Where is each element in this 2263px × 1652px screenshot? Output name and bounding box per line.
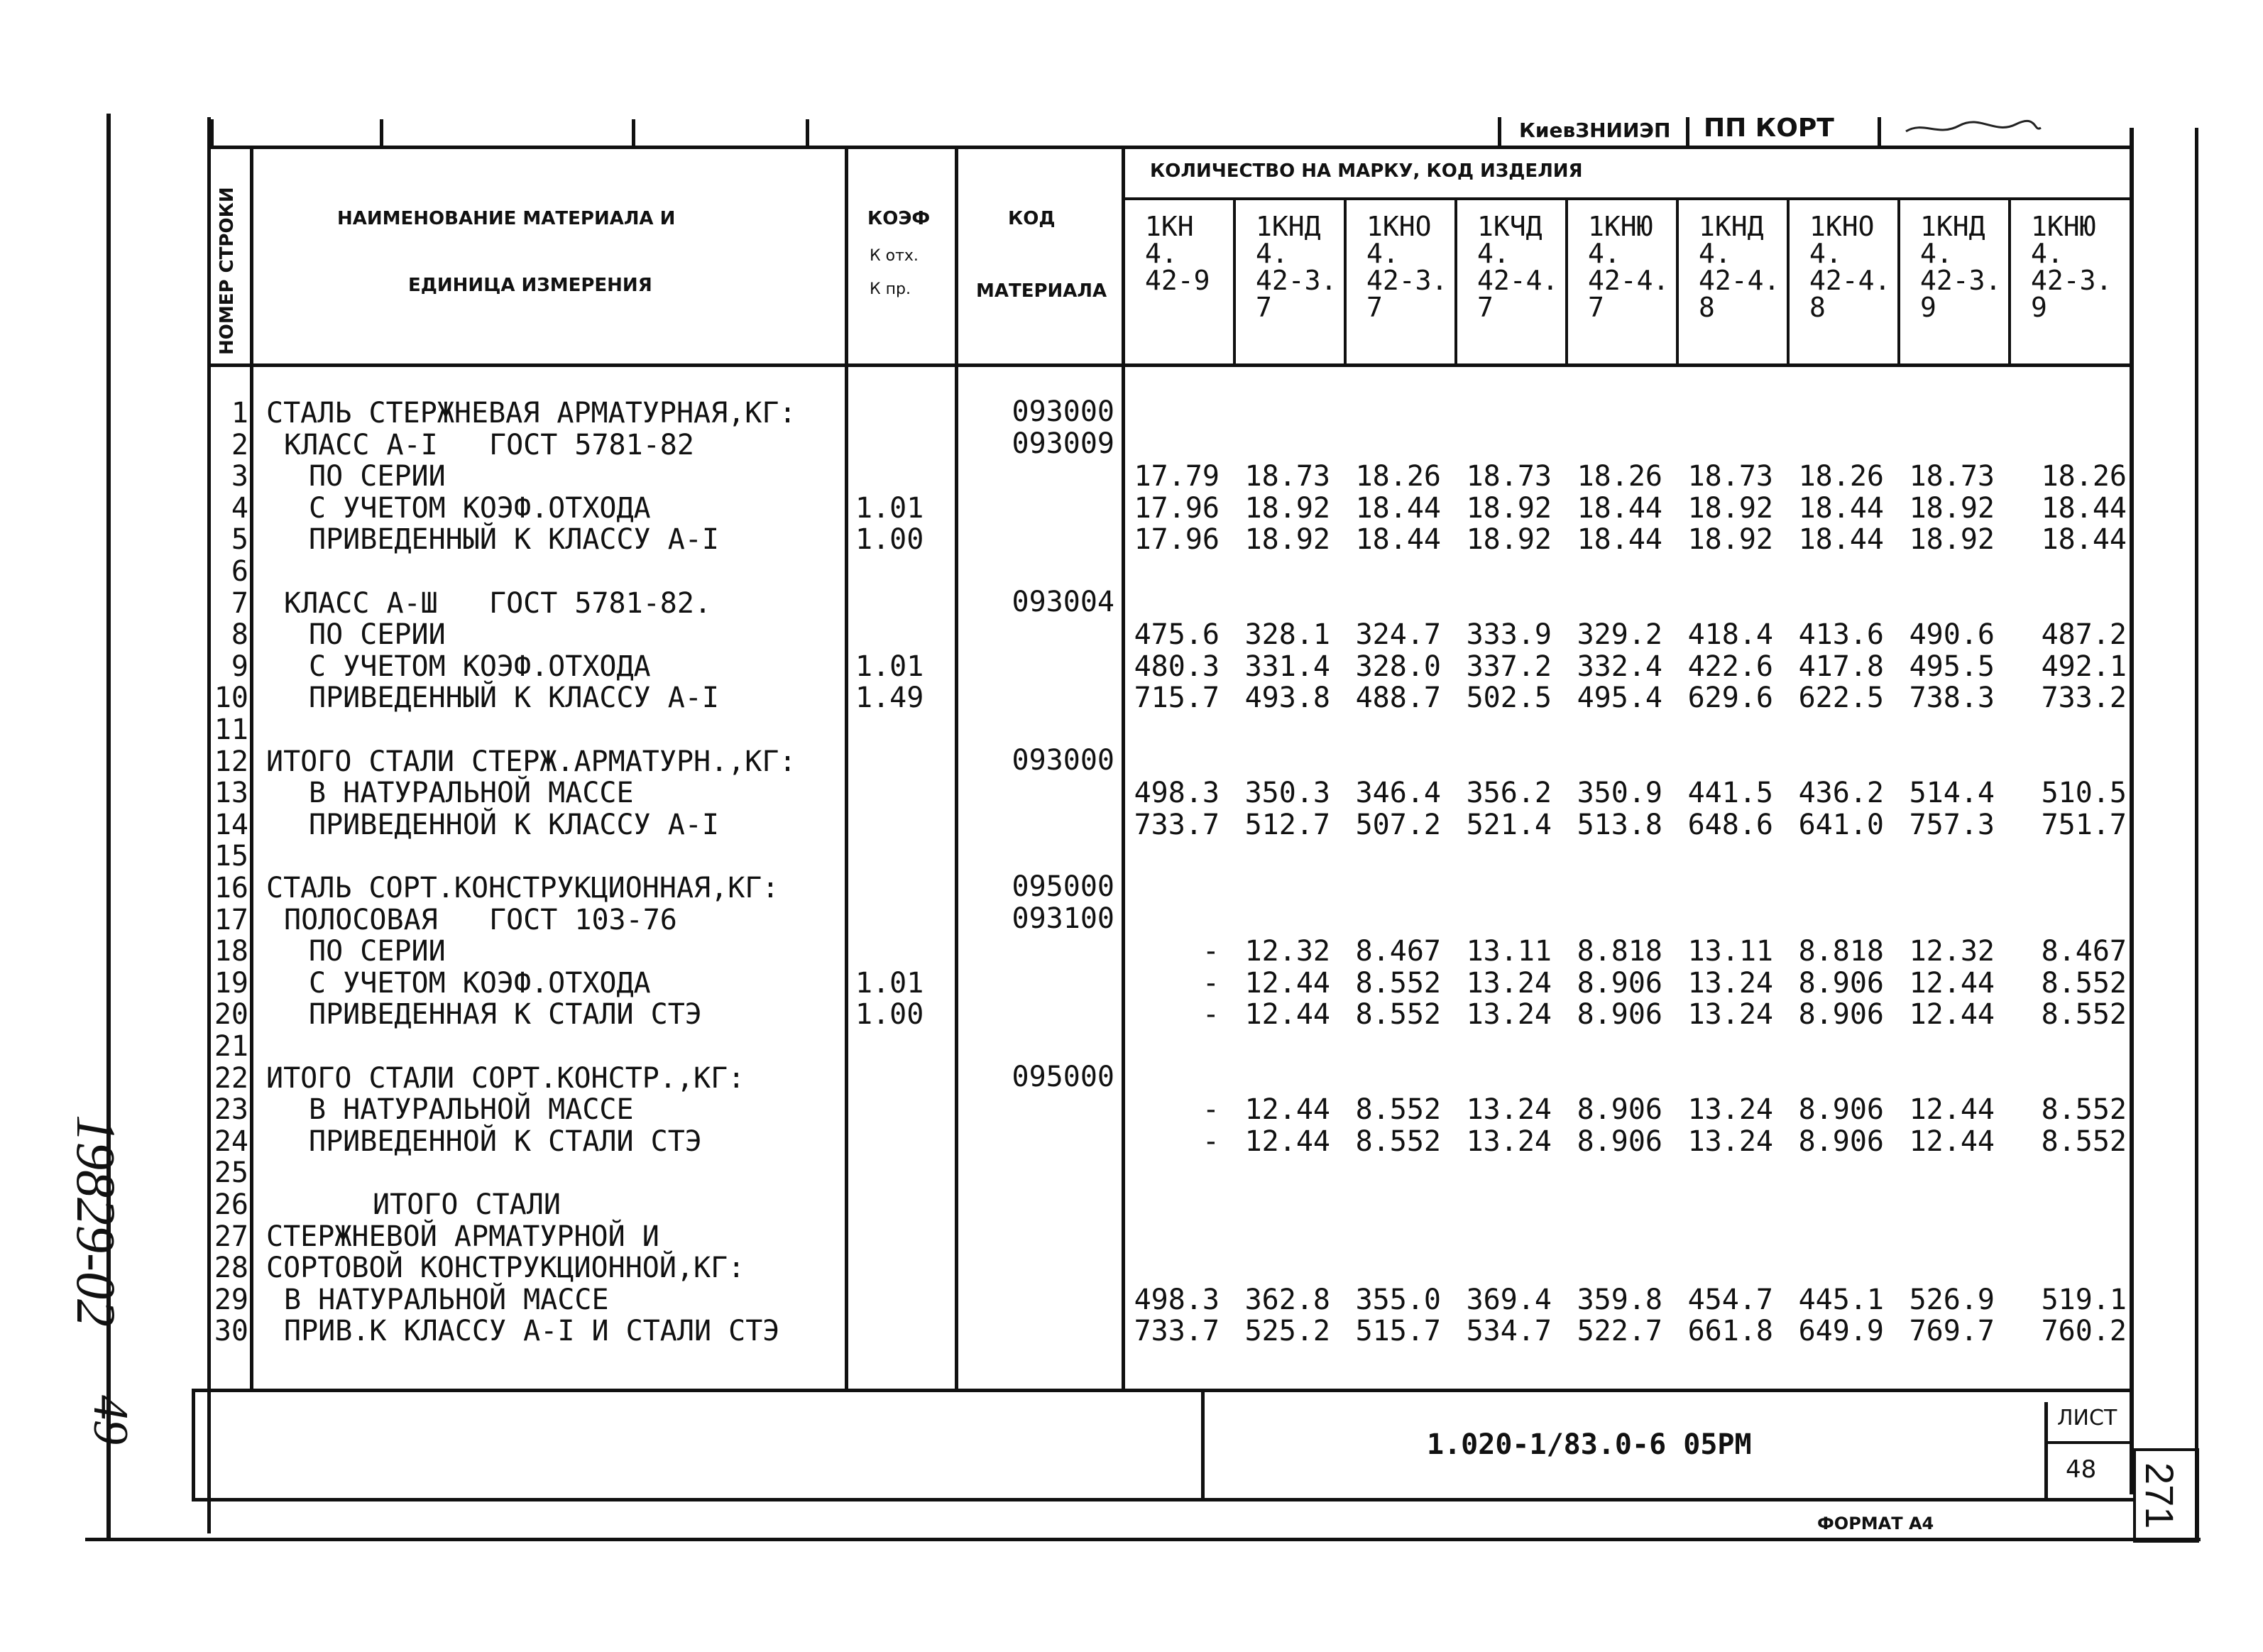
material-code: 093100 [1012,902,1114,935]
footer-doc-left [1201,1389,1205,1501]
quantity-value: 17.79 [1134,460,1220,493]
format-label: ФОРМАТ А4 [1817,1514,1934,1533]
stamp-signature [1902,117,2044,138]
product-column-header-l2: 4. [1256,238,1288,269]
footer-left-line [192,1389,195,1501]
quantity-value: 18.92 [1244,523,1330,556]
quantity-value: 17.96 [1134,492,1220,525]
quantity-value: 332.4 [1577,650,1662,683]
coefficient: 1.01 [855,492,924,525]
col-name-right [845,148,848,1389]
top-tick [210,119,214,148]
quantity-value: 480.3 [1134,650,1220,683]
material-code: 093000 [1012,744,1114,777]
sheet-label: ЛИСТ [2057,1406,2117,1431]
row-number: 3 [231,460,248,493]
quantity-value: 492.1 [2041,650,2127,683]
material-code: 095000 [1012,870,1114,903]
material-code: 093009 [1012,427,1114,460]
quantity-value: 418.4 [1687,618,1773,651]
quantity-value: 12.44 [1909,1125,1995,1158]
frame-top [207,146,2131,149]
coef-header-3: К пр. [870,280,911,298]
quantity-value: 622.5 [1798,682,1884,714]
row-number: 1 [231,397,248,430]
quantity-value: 18.44 [1577,523,1662,556]
quantity-value: 13.24 [1687,1125,1773,1158]
quantity-value: 8.552 [2041,998,2127,1031]
material-name: ПО СЕРИИ [309,618,446,651]
quantity-value: 733.7 [1134,809,1220,841]
quantity-value: 18.92 [1466,492,1552,525]
product-column-header-l2: 4. [1699,238,1731,269]
quantity-value: 510.5 [2041,777,2127,809]
material-name: В НАТУРАЛЬНОЙ МАССЕ [309,1093,634,1126]
quantity-value: 519.1 [2041,1284,2127,1316]
quantity-value: 12.44 [1909,998,1995,1031]
material-name: С УЧЕТОМ КОЭФ.ОТХОДА [309,967,651,1000]
row-number: 5 [231,523,248,556]
quantity-value: - [1202,1125,1220,1158]
qty-col-sep [1897,200,1900,365]
material-name: ПРИВЕДЕННЫЙ К КЛАССУ А-I [309,523,719,556]
qty-col-sep [1565,200,1568,365]
qty-col-sep [1787,200,1790,365]
product-column-header-l3: 42-4. [1588,265,1670,296]
material-name: ПО СЕРИИ [309,935,446,968]
product-column-header-l1: 1КНД [1920,211,1985,242]
quantity-value: 757.3 [1909,809,1995,841]
product-column-header-l1: 1КНО [1809,211,1875,242]
row-number: 15 [214,840,248,873]
quantity-value: 18.92 [1687,523,1773,556]
material-name: ИТОГО СТАЛИ СТЕРЖ.АРМАТУРН.,КГ: [266,745,796,778]
row-number: 4 [231,492,248,525]
row-number: 14 [214,809,248,841]
product-column-header-l2: 4. [2031,238,2064,269]
material-name: ПОЛОСОВАЯ ГОСТ 103-76 [284,904,677,936]
material-code: 093000 [1012,395,1114,428]
quantity-value: 488.7 [1355,682,1441,714]
frame-right-outer [2195,128,2198,1541]
quantity-value: 18.44 [1355,523,1441,556]
quantity-value: 445.1 [1798,1284,1884,1316]
qty-header-line [1122,197,2131,200]
quantity-value: 8.552 [1355,998,1441,1031]
quantity-value: 733.2 [2041,682,2127,714]
material-name: СТЕРЖНЕВОЙ АРМАТУРНОЙ И [266,1220,659,1253]
product-column-header-l1: 1КНЮ [1588,211,1653,242]
stamp-divider [1686,117,1689,147]
quantity-value: 337.2 [1466,650,1552,683]
quantity-value: - [1202,935,1220,968]
quantity-value: 8.906 [1577,998,1662,1031]
row-number: 17 [214,904,248,936]
col-coef-right [955,148,958,1389]
quantity-value: 8.818 [1577,935,1662,968]
inventory-number: 19829-02 [65,1115,127,1327]
material-name: ПО СЕРИИ [309,460,446,493]
product-column-header-l1: 1КНО [1366,211,1432,242]
quantity-value: 8.906 [1577,1125,1662,1158]
material-name: ПРИВЕДЕННЫЙ К КЛАССУ А-I [309,682,719,714]
quantity-value: 8.552 [1355,1125,1441,1158]
stamp-code: ПП КОРТ [1704,114,1834,143]
row-number: 26 [214,1188,248,1221]
material-name: В НАТУРАЛЬНОЙ МАССЕ [309,777,634,809]
quantity-value: 454.7 [1687,1284,1773,1316]
material-header-1: НАИМЕНОВАНИЕ МАТЕРИАЛА И [337,208,676,229]
quantity-value: - [1202,998,1220,1031]
material-name: КЛАСС А-Ш ГОСТ 5781-82. [284,587,712,620]
product-column-header-l4: 7 [1477,292,1494,323]
stamp-org: КиевЗНИИЭП [1519,119,1671,142]
material-name: СТАЛЬ СТЕРЖНЕВАЯ АРМАТУРНАЯ,КГ: [266,397,796,430]
top-tick [632,119,635,148]
row-number: 13 [214,777,248,809]
quantity-value: 8.552 [2041,967,2127,1000]
quantity-value: 18.26 [2041,460,2127,493]
code-header-1: КОД [1008,208,1056,229]
quantity-value: 8.906 [1577,1093,1662,1126]
quantity-value: 356.2 [1466,777,1552,809]
quantity-value: 12.44 [1244,967,1330,1000]
product-column-header-l1: 1КЧД [1477,211,1543,242]
coef-header-1: КОЭФ [867,208,931,229]
quantity-value: 526.9 [1909,1284,1995,1316]
frame-bottom-outer [85,1538,2201,1541]
quantity-value: 8.552 [2041,1093,2127,1126]
material-name: С УЧЕТОМ КОЭФ.ОТХОДА [309,492,651,525]
product-column-header-l1: 1КНЮ [2031,211,2096,242]
margin-number: 49 [83,1395,138,1445]
quantity-value: 18.44 [1355,492,1441,525]
footer-sheet-line [2044,1441,2130,1444]
quantity-value: 18.44 [1798,523,1884,556]
quantity-value: 13.24 [1466,967,1552,1000]
product-column-header-l2: 4. [1477,238,1510,269]
quantity-value: 18.92 [1466,523,1552,556]
row-number: 18 [214,935,248,968]
quantity-value: 8.818 [1798,935,1884,968]
quantity-value: 8.552 [2041,1125,2127,1158]
quantity-value: 13.24 [1687,967,1773,1000]
quantity-value: - [1202,1093,1220,1126]
material-name: СОРТОВОЙ КОНСТРУКЦИОННОЙ,КГ: [266,1252,745,1284]
row-number: 20 [214,998,248,1031]
footer-bottom-line [192,1498,2133,1501]
product-column-header-l2: 4. [1366,238,1399,269]
product-column-header-l2: 4. [1809,238,1842,269]
quantity-value: 369.4 [1466,1284,1552,1316]
quantity-value: 329.2 [1577,618,1662,651]
quantity-value: 641.0 [1798,809,1884,841]
quantity-value: 475.6 [1134,618,1220,651]
code-header-2: МАТЕРИАЛА [976,280,1107,302]
product-column-header-l3: 42-4. [1699,265,1780,296]
material-name: КЛАСС А-I ГОСТ 5781-82 [284,429,694,461]
quantity-value: 18.26 [1577,460,1662,493]
product-column-header-l4: 8 [1809,292,1826,323]
quantity-value: 515.7 [1355,1315,1441,1347]
row-number: 7 [231,587,248,620]
row-number: 16 [214,872,248,904]
row-number: 30 [214,1315,248,1347]
quantity-value: 514.4 [1909,777,1995,809]
row-number: 28 [214,1252,248,1284]
product-column-header-l4: 9 [1920,292,1936,323]
quantity-value: 502.5 [1466,682,1552,714]
row-number-header: НОМЕР СТРОКИ [217,187,238,355]
quantity-value: 521.4 [1466,809,1552,841]
stamp-divider [1498,117,1501,147]
quantity-value: 522.7 [1577,1315,1662,1347]
quantity-value: 18.44 [2041,492,2127,525]
qty-col-sep [1233,200,1236,365]
row-number: 25 [214,1156,248,1189]
quantity-value: 8.906 [1798,967,1884,1000]
material-name: ПРИВ.К КЛАССУ А-I И СТАЛИ СТЭ [284,1315,780,1347]
product-column-header-l2: 4. [1588,238,1621,269]
quantity-value: 422.6 [1687,650,1773,683]
quantity-value: 436.2 [1798,777,1884,809]
quantity-value: 13.24 [1687,998,1773,1031]
quantity-header: КОЛИЧЕСТВО НА МАРКУ, КОД ИЗДЕЛИЯ [1150,160,1583,182]
quantity-value: 13.24 [1466,1093,1552,1126]
quantity-value: 495.5 [1909,650,1995,683]
row-number: 27 [214,1220,248,1253]
quantity-value: 18.44 [2041,523,2127,556]
quantity-value: 17.96 [1134,523,1220,556]
quantity-value: 346.4 [1355,777,1441,809]
stamp-divider [1878,117,1881,147]
quantity-value: 18.73 [1687,460,1773,493]
quantity-value: 13.24 [1687,1093,1773,1126]
row-number: 11 [214,713,248,746]
quantity-value: 13.11 [1687,935,1773,968]
frame-right [2130,128,2134,1494]
quantity-value: 441.5 [1687,777,1773,809]
quantity-value: 12.44 [1244,998,1330,1031]
material-name: ПРИВЕДЕННОЙ К СТАЛИ СТЭ [309,1125,702,1158]
quantity-value: 328.0 [1355,650,1441,683]
row-number: 19 [214,967,248,1000]
product-column-header-l1: 1КНД [1699,211,1764,242]
product-column-header-l3: 42-3. [1366,265,1448,296]
quantity-value: 8.552 [1355,1093,1441,1126]
quantity-value: 649.9 [1798,1315,1884,1347]
quantity-value: 355.0 [1355,1284,1441,1316]
quantity-value: 324.7 [1355,618,1441,651]
quantity-value: 12.44 [1244,1125,1330,1158]
coefficient: 1.00 [855,523,924,556]
product-column-header-l3: 42-4. [1477,265,1559,296]
quantity-value: 13.24 [1466,1125,1552,1158]
row-number: 9 [231,650,248,683]
quantity-value: 18.73 [1244,460,1330,493]
row-number: 10 [214,682,248,714]
material-name: С УЧЕТОМ КОЭФ.ОТХОДА [309,650,651,683]
top-tick [380,119,383,148]
quantity-value: 498.3 [1134,1284,1220,1316]
quantity-value: 512.7 [1244,809,1330,841]
quantity-value: 413.6 [1798,618,1884,651]
quantity-value: 331.4 [1244,650,1330,683]
row-number: 8 [231,618,248,651]
material-name: ПРИВЕДЕННОЙ К КЛАССУ А-I [309,809,719,841]
row-number: 12 [214,745,248,778]
product-column-header-l1: 1КНД [1256,211,1321,242]
quantity-value: 417.8 [1798,650,1884,683]
quantity-value: 350.3 [1244,777,1330,809]
quantity-value: 18.92 [1244,492,1330,525]
quantity-value: 350.9 [1577,777,1662,809]
material-name: СТАЛЬ СОРТ.КОНСТРУКЦИОННАЯ,КГ: [266,872,779,904]
quantity-value: 507.2 [1355,809,1441,841]
quantity-value: 333.9 [1466,618,1552,651]
product-column-header-l4: 7 [1256,292,1272,323]
qty-col-sep [1454,200,1457,365]
header-bottom-line [207,363,2131,367]
material-header-2: ЕДИНИЦА ИЗМЕРЕНИЯ [408,275,652,296]
quantity-value: 715.7 [1134,682,1220,714]
coefficient: 1.00 [855,998,924,1031]
quantity-value: 490.6 [1909,618,1995,651]
product-column-header-l2: 4. [1920,238,1953,269]
quantity-value: 8.906 [1798,998,1884,1031]
row-number: 22 [214,1062,248,1095]
col-code-right [1122,148,1125,1389]
product-column-header-l2: 4. [1145,238,1178,269]
sheet-number: 48 [2066,1455,2097,1484]
material-name: ИТОГО СТАЛИ [373,1188,561,1221]
quantity-value: 495.4 [1577,682,1662,714]
material-code: 095000 [1012,1061,1114,1093]
qty-col-sep [2008,200,2011,365]
quantity-value: 629.6 [1687,682,1773,714]
quantity-value: 661.8 [1687,1315,1773,1347]
quantity-value: 525.2 [1244,1315,1330,1347]
quantity-value: 733.7 [1134,1315,1220,1347]
quantity-value: 359.8 [1577,1284,1662,1316]
quantity-value: 18.44 [1798,492,1884,525]
quantity-value: 362.8 [1244,1284,1330,1316]
quantity-value: 18.73 [1466,460,1552,493]
quantity-value: 18.92 [1687,492,1773,525]
row-number: 2 [231,429,248,461]
quantity-value: 493.8 [1244,682,1330,714]
quantity-value: 534.7 [1466,1315,1552,1347]
quantity-value: 12.44 [1909,1093,1995,1126]
quantity-value: 18.73 [1909,460,1995,493]
coef-header-2: К отх. [870,247,919,265]
quantity-value: 18.92 [1909,523,1995,556]
coefficient: 1.01 [855,967,924,1000]
row-number: 23 [214,1093,248,1126]
quantity-value: 18.44 [1577,492,1662,525]
quantity-value: 12.44 [1909,967,1995,1000]
quantity-value: 738.3 [1909,682,1995,714]
material-code: 093004 [1012,586,1114,618]
product-column-header-l3: 42-4. [1809,265,1891,296]
quantity-value: 328.1 [1244,618,1330,651]
quantity-value: 8.467 [1355,935,1441,968]
product-column-header-l3: 42-3. [2031,265,2113,296]
quantity-value: 8.552 [1355,967,1441,1000]
quantity-value: 12.44 [1244,1093,1330,1126]
product-column-header-l3: 42-9 [1145,265,1210,296]
quantity-value: 13.24 [1466,998,1552,1031]
document-code: 1.020-1/83.0-6 05РМ [1427,1428,1752,1461]
row-number: 24 [214,1125,248,1158]
row-number: 6 [231,555,248,588]
product-column-header-l4: 8 [1699,292,1715,323]
signature-scribble-icon [1902,117,2044,138]
row-number: 21 [214,1030,248,1063]
quantity-value: 18.26 [1798,460,1884,493]
material-name: В НАТУРАЛЬНОЙ МАССЕ [284,1284,609,1316]
side-number: 271 [2137,1462,2182,1529]
quantity-value: 760.2 [2041,1315,2127,1347]
top-tick [806,119,809,148]
qty-col-sep [1676,200,1679,365]
product-column-header-l3: 42-3. [1256,265,1337,296]
quantity-value: - [1202,967,1220,1000]
row-number: 29 [214,1284,248,1316]
quantity-value: 513.8 [1577,809,1662,841]
quantity-value: 18.26 [1355,460,1441,493]
quantity-value: 18.92 [1909,492,1995,525]
material-name: ИТОГО СТАЛИ СОРТ.КОНСТР.,КГ: [266,1062,745,1095]
quantity-value: 13.11 [1466,935,1552,968]
quantity-value: 12.32 [1909,935,1995,968]
footer-top-line [192,1389,2133,1392]
quantity-value: 769.7 [1909,1315,1995,1347]
quantity-value: 8.467 [2041,935,2127,968]
quantity-value: 12.32 [1244,935,1330,968]
product-column-header-l4: 9 [2031,292,2047,323]
quantity-value: 751.7 [2041,809,2127,841]
footer-sheet-left [2044,1402,2048,1501]
product-column-header-l1: 1КН [1145,211,1194,242]
quantity-value: 648.6 [1687,809,1773,841]
col-rownum-right [250,148,253,1389]
product-column-header-l4: 7 [1588,292,1604,323]
quantity-value: 498.3 [1134,777,1220,809]
product-column-header-l4: 7 [1366,292,1383,323]
material-name: ПРИВЕДЕННАЯ К СТАЛИ СТЭ [309,998,702,1031]
quantity-value: 8.906 [1798,1125,1884,1158]
quantity-value: 487.2 [2041,618,2127,651]
quantity-value: 8.906 [1798,1093,1884,1126]
product-column-header-l3: 42-3. [1920,265,2002,296]
coefficient: 1.01 [855,650,924,683]
quantity-value: 8.906 [1577,967,1662,1000]
coefficient: 1.49 [855,682,924,714]
qty-col-sep [1344,200,1347,365]
